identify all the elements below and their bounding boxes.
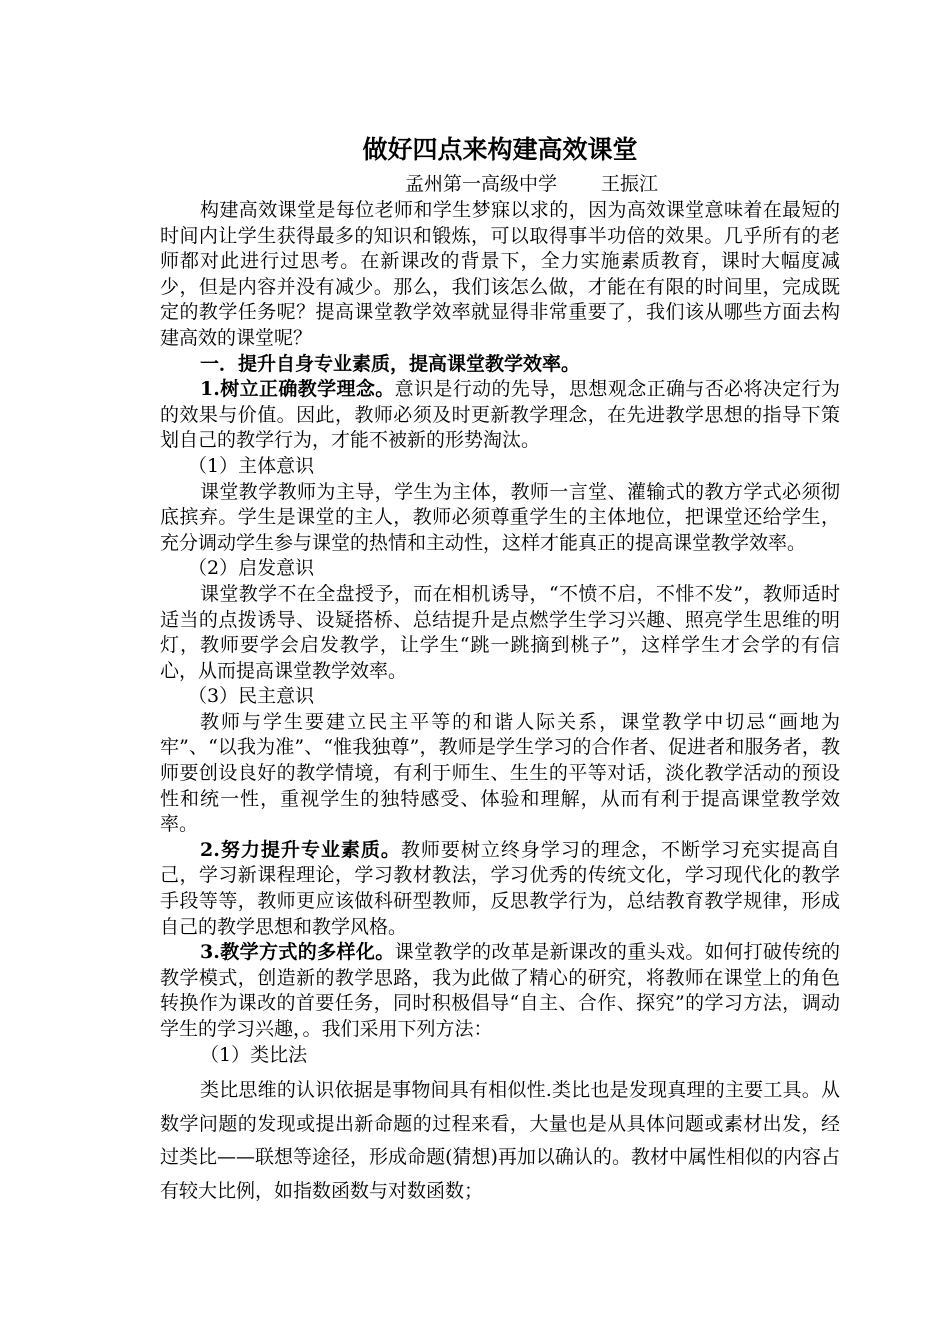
author-line	[160, 170, 840, 198]
subsection-heading: （1）类比法	[200, 1043, 308, 1066]
point-text: 教师要树立终身学习的理念，不断学习充实提高自己，学习新课程理论，学习教材教法，学习优秀的传统文化，学习现代化的教学手段等等，教师更应该做科研型教师，反思教学行为，总结教育教学规律，形成自己的教学思想和教学风格。	[160, 838, 840, 938]
body-paragraph: 类比思维的认识依据是事物间具有相似性.类比也是发现真理的主要工具。从数学问题的发现或提出新命题的过程来看，大量也是从具体问题或素材出发，经过类比——联想等途径，形成命题(猜想)再加以确认的。教材中属性相似的内容占有较大比例，如指数函数与对数函数；	[160, 1079, 840, 1202]
author-school: 孟州第一高级中学	[405, 173, 558, 195]
point-text: 课堂教学的改革是新课改的重头戏。如何打破传统的教学模式，创造新的教学思路，我为此做了精心的研究，将教师在课堂上的角色转换作为课改的首要任务，同时积极倡导“自主、合作、探究”的学习方法，调动学生的学习兴趣，。我们采用下列方法：	[160, 941, 840, 1040]
point-paragraph	[160, 838, 840, 940]
document-title: 做好四点来构建高效课堂	[362, 135, 638, 164]
intro-paragraph: 构建高效课堂是每位老师和学生梦寐以求的，因为高效课堂意味着在最短的时间内让学生获得最多的知识和锻炼，可以取得事半功倍的效果。几乎所有的老师都对此进行过思考。在新课改的背景下，全力实施素质教育，课时大幅度减少，但是内容并没有减少。那么，我们该怎么做，才能在有限的时间里，完成既定的教学任务呢？提高课堂教学效率就显得非常重要了，我们该从哪些方面去构建高效的课堂呢？	[160, 199, 840, 349]
subsection-heading: （2）启发意识	[188, 557, 315, 580]
point-heading: 3.教学方式的多样化。	[200, 941, 395, 964]
author-name: 王振江	[601, 173, 659, 195]
body-paragraph: 课堂教学教师为主导，学生为主体，教师一言堂、灌输式的教方学式必须彻底摈弃。学生是课堂的主人，教师必须尊重学生的主体地位，把课堂还给学生，充分调动学生参与课堂的热情和主动性，这样才能真正的提高课堂教学效率。	[160, 480, 840, 554]
body-paragraph: 教师与学生要建立民主平等的和谐人际关系，课堂教学中切忌“画地为牢”、“以我为准”、“惟我独尊”，教师是学生学习的合作者、促进者和服务者，教师要创设良好的教学情境，有利于师生、生生的平等对话，淡化教学活动的预设性和统一性，重视学生的独特感受、体验和理解，从而有利于提高课堂教学效率。	[160, 710, 840, 836]
point-heading: 1.树立正确教学理念。	[200, 378, 395, 401]
section-heading: 一．提升自身专业素质，提高课堂教学效率。	[200, 352, 581, 375]
point-heading: 2.努力提升专业素质。	[200, 838, 401, 861]
body-paragraph: 课堂教学不在全盘授予，而在相机诱导，“不愤不启，不悱不发”，教师适时适当的点拨诱导、设疑搭桥、总结提升是点燃学生学习兴趣、照亮学生思维的明灯，教师要学会启发教学，让学生“跳一跳摘到桃子”，这样学生才会学的有信心，从而提高课堂教学效率。	[160, 582, 840, 682]
subsection-heading: （3）民主意识	[188, 685, 315, 708]
document-page	[160, 130, 840, 1208]
point-text: 意识是行动的先导，思想观念正确与否必将决定行为的效果与价值。因此，教师必须及时更新教学理念，在先进教学思想的指导下策划自己的教学行为，才能不被新的形势淘汰。	[160, 378, 840, 452]
subsection-heading: （1）主体意识	[188, 454, 315, 477]
point-paragraph	[160, 940, 840, 1042]
point-paragraph	[160, 377, 840, 454]
